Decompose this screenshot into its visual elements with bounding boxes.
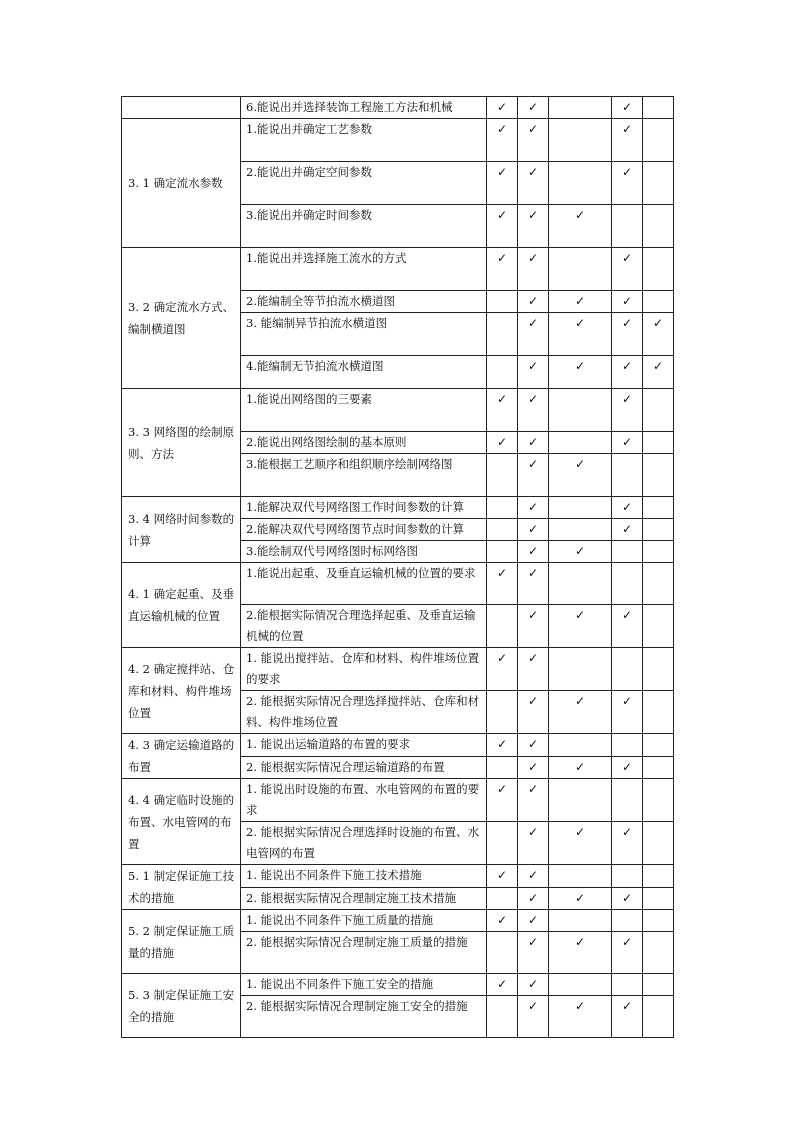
item-cell: 1.能说出并确定工艺参数: [241, 119, 487, 162]
empty-mark-cell: [643, 691, 674, 734]
check-mark-icon: ✓: [612, 162, 643, 205]
check-mark-icon: ✓: [612, 497, 643, 519]
table-row: [122, 779, 674, 822]
topic-cell: 3. 4 网络时间参数的计算: [122, 497, 241, 563]
item-cell: 2. 能根据实际情况合理制定施工技术措施: [241, 887, 487, 910]
check-mark-icon: ✓: [643, 313, 674, 356]
check-mark-icon: ✓: [518, 454, 549, 497]
check-mark-icon: ✓: [487, 205, 518, 248]
empty-mark-cell: [487, 932, 518, 974]
check-mark-icon: ✓: [549, 822, 612, 865]
check-mark-icon: ✓: [549, 605, 612, 648]
empty-mark-cell: [487, 356, 518, 389]
empty-mark-cell: [612, 648, 643, 691]
empty-mark-cell: [487, 519, 518, 541]
check-mark-icon: ✓: [518, 497, 549, 519]
check-mark-icon: ✓: [612, 356, 643, 389]
empty-mark-cell: [643, 454, 674, 497]
empty-mark-cell: [612, 779, 643, 822]
empty-mark-cell: [549, 910, 612, 932]
check-mark-icon: ✓: [487, 432, 518, 454]
table-row: [122, 497, 674, 519]
table-row: [122, 648, 674, 691]
check-mark-icon: ✓: [518, 205, 549, 248]
item-cell: 1.能说出并选择施工流水的方式: [241, 248, 487, 291]
check-mark-icon: ✓: [487, 910, 518, 932]
topic-cell: 4. 4 确定临时设施的布置、水电管网的布置: [122, 779, 241, 865]
check-mark-icon: ✓: [487, 119, 518, 162]
item-cell: 6.能说出并选择装饰工程施工方法和机械: [241, 97, 487, 119]
check-mark-icon: ✓: [612, 605, 643, 648]
table-row: [122, 97, 674, 119]
item-cell: 2.能解决双代号网络图节点时间参数的计算: [241, 519, 487, 541]
table-row: [122, 563, 674, 605]
item-cell: 1. 能说出不同条件下施工质量的措施: [241, 910, 487, 932]
check-mark-icon: ✓: [487, 97, 518, 119]
topic-cell: 5. 2 制定保证施工质量的措施: [122, 910, 241, 974]
check-mark-icon: ✓: [487, 865, 518, 888]
empty-mark-cell: [643, 389, 674, 432]
empty-mark-cell: [487, 313, 518, 356]
table-row: [122, 974, 674, 996]
check-mark-icon: ✓: [549, 932, 612, 974]
empty-mark-cell: [549, 248, 612, 291]
item-cell: 2.能编制全等节拍流水横道图: [241, 291, 487, 313]
item-cell: 1.能说出网络图的三要素: [241, 389, 487, 432]
item-cell: 4.能编制无节拍流水横道图: [241, 356, 487, 389]
empty-mark-cell: [549, 519, 612, 541]
empty-mark-cell: [487, 996, 518, 1038]
item-cell: 2. 能根据实际情况合理制定施工安全的措施: [241, 996, 487, 1038]
check-mark-icon: ✓: [549, 313, 612, 356]
empty-mark-cell: [612, 541, 643, 563]
check-mark-icon: ✓: [612, 119, 643, 162]
item-cell: 2. 能根据实际情况合理制定施工质量的措施: [241, 932, 487, 974]
empty-mark-cell: [612, 454, 643, 497]
empty-mark-cell: [549, 432, 612, 454]
check-mark-icon: ✓: [612, 291, 643, 313]
item-cell: 1. 能说出时设施的布置、水电管网的布置的要求: [241, 779, 487, 822]
check-mark-icon: ✓: [549, 356, 612, 389]
empty-mark-cell: [643, 119, 674, 162]
check-mark-icon: ✓: [518, 291, 549, 313]
check-mark-icon: ✓: [518, 97, 549, 119]
check-mark-icon: ✓: [549, 691, 612, 734]
check-mark-icon: ✓: [518, 865, 549, 888]
empty-mark-cell: [487, 454, 518, 497]
check-mark-icon: ✓: [487, 779, 518, 822]
check-mark-icon: ✓: [643, 356, 674, 389]
check-mark-icon: ✓: [487, 974, 518, 996]
check-mark-icon: ✓: [612, 996, 643, 1038]
table-row: [122, 865, 674, 888]
item-cell: 2. 能根据实际情况合理选择时设施的布置、水电管网的布置: [241, 822, 487, 865]
check-mark-icon: ✓: [518, 541, 549, 563]
check-mark-icon: ✓: [518, 756, 549, 779]
check-mark-icon: ✓: [518, 779, 549, 822]
empty-mark-cell: [549, 734, 612, 757]
empty-mark-cell: [487, 541, 518, 563]
check-mark-icon: ✓: [487, 162, 518, 205]
check-mark-icon: ✓: [612, 519, 643, 541]
check-mark-icon: ✓: [518, 248, 549, 291]
table-row: [122, 389, 674, 432]
check-mark-icon: ✓: [612, 691, 643, 734]
check-mark-icon: ✓: [518, 822, 549, 865]
empty-mark-cell: [549, 119, 612, 162]
empty-mark-cell: [612, 734, 643, 757]
empty-mark-cell: [643, 779, 674, 822]
empty-mark-cell: [643, 932, 674, 974]
check-mark-icon: ✓: [518, 313, 549, 356]
empty-mark-cell: [643, 822, 674, 865]
check-mark-icon: ✓: [612, 389, 643, 432]
item-cell: 1. 能说出搅拌站、仓库和材料、构件堆场位置的要求: [241, 648, 487, 691]
check-mark-icon: ✓: [518, 119, 549, 162]
item-cell: 1.能解决双代号网络图工作时间参数的计算: [241, 497, 487, 519]
empty-mark-cell: [643, 563, 674, 605]
topic-cell: 3. 1 确定流水参数: [122, 119, 241, 248]
empty-mark-cell: [612, 865, 643, 888]
empty-mark-cell: [612, 910, 643, 932]
check-mark-icon: ✓: [549, 756, 612, 779]
check-mark-icon: ✓: [549, 887, 612, 910]
check-mark-icon: ✓: [612, 97, 643, 119]
empty-mark-cell: [643, 974, 674, 996]
empty-mark-cell: [612, 974, 643, 996]
topic-cell: 4. 3 确定运输道路的布置: [122, 734, 241, 779]
check-mark-icon: ✓: [518, 974, 549, 996]
table-row: [122, 119, 674, 162]
empty-mark-cell: [643, 887, 674, 910]
check-mark-icon: ✓: [518, 389, 549, 432]
empty-mark-cell: [643, 541, 674, 563]
empty-mark-cell: [549, 779, 612, 822]
empty-mark-cell: [549, 389, 612, 432]
empty-mark-cell: [612, 205, 643, 248]
check-mark-icon: ✓: [518, 910, 549, 932]
empty-mark-cell: [487, 291, 518, 313]
check-mark-icon: ✓: [518, 519, 549, 541]
topic-cell: 3. 3 网络图的绘制原则、方法: [122, 389, 241, 497]
check-mark-icon: ✓: [612, 932, 643, 974]
empty-mark-cell: [549, 497, 612, 519]
table-body: [122, 97, 674, 1038]
empty-mark-cell: [643, 162, 674, 205]
check-mark-icon: ✓: [518, 996, 549, 1038]
check-mark-icon: ✓: [518, 734, 549, 757]
item-cell: 3.能说出并确定时间参数: [241, 205, 487, 248]
check-mark-icon: ✓: [487, 248, 518, 291]
empty-mark-cell: [487, 887, 518, 910]
empty-mark-cell: [487, 605, 518, 648]
check-mark-icon: ✓: [612, 248, 643, 291]
empty-mark-cell: [487, 822, 518, 865]
item-cell: 2.能根据实际情况合理选择起重、及垂直运输机械的位置: [241, 605, 487, 648]
check-mark-icon: ✓: [612, 756, 643, 779]
empty-mark-cell: [612, 563, 643, 605]
topic-cell: 4. 1 确定起重、及垂直运输机械的位置: [122, 563, 241, 648]
topic-cell: [122, 97, 241, 119]
check-mark-icon: ✓: [518, 648, 549, 691]
competency-table: [121, 96, 674, 1038]
check-mark-icon: ✓: [518, 887, 549, 910]
check-mark-icon: ✓: [518, 356, 549, 389]
empty-mark-cell: [643, 432, 674, 454]
check-mark-icon: ✓: [612, 822, 643, 865]
check-mark-icon: ✓: [612, 887, 643, 910]
item-cell: 1. 能说出运输道路的布置的要求: [241, 734, 487, 757]
check-mark-icon: ✓: [612, 313, 643, 356]
item-cell: 2.能说出网络图绘制的基本原则: [241, 432, 487, 454]
empty-mark-cell: [487, 691, 518, 734]
check-mark-icon: ✓: [549, 541, 612, 563]
topic-cell: 3. 2 确定流水方式、编制横道图: [122, 248, 241, 389]
empty-mark-cell: [643, 996, 674, 1038]
empty-mark-cell: [549, 865, 612, 888]
item-cell: 3. 能编制异节拍流水横道图: [241, 313, 487, 356]
table-row: [122, 248, 674, 291]
item-cell: 3.能根据工艺顺序和组织顺序绘制网络图: [241, 454, 487, 497]
empty-mark-cell: [643, 910, 674, 932]
empty-mark-cell: [549, 563, 612, 605]
empty-mark-cell: [643, 865, 674, 888]
empty-mark-cell: [643, 97, 674, 119]
empty-mark-cell: [643, 756, 674, 779]
empty-mark-cell: [643, 248, 674, 291]
check-mark-icon: ✓: [487, 734, 518, 757]
table-row: [122, 734, 674, 757]
empty-mark-cell: [643, 519, 674, 541]
check-mark-icon: ✓: [487, 563, 518, 605]
empty-mark-cell: [487, 756, 518, 779]
check-mark-icon: ✓: [549, 996, 612, 1038]
check-mark-icon: ✓: [518, 932, 549, 974]
check-mark-icon: ✓: [518, 432, 549, 454]
item-cell: 2. 能根据实际情况合理选择搅拌站、仓库和材料、构件堆场位置: [241, 691, 487, 734]
item-cell: 2.能说出并确定空间参数: [241, 162, 487, 205]
check-mark-icon: ✓: [518, 691, 549, 734]
check-mark-icon: ✓: [487, 389, 518, 432]
empty-mark-cell: [549, 974, 612, 996]
empty-mark-cell: [487, 497, 518, 519]
check-mark-icon: ✓: [549, 454, 612, 497]
empty-mark-cell: [549, 97, 612, 119]
topic-cell: 5. 3 制定保证施工安全的措施: [122, 974, 241, 1038]
item-cell: 2. 能根据实际情况合理运输道路的布置: [241, 756, 487, 779]
item-cell: 3.能绘制双代号网络图时标网络图: [241, 541, 487, 563]
item-cell: 1. 能说出不同条件下施工技术措施: [241, 865, 487, 888]
topic-cell: 4. 2 确定搅拌站、仓库和材料、构件堆场位置: [122, 648, 241, 734]
check-mark-icon: ✓: [549, 291, 612, 313]
empty-mark-cell: [549, 648, 612, 691]
check-mark-icon: ✓: [518, 605, 549, 648]
empty-mark-cell: [643, 734, 674, 757]
empty-mark-cell: [643, 605, 674, 648]
empty-mark-cell: [643, 205, 674, 248]
table-row: [122, 910, 674, 932]
topic-cell: 5. 1 制定保证施工技术的措施: [122, 865, 241, 910]
check-mark-icon: ✓: [487, 648, 518, 691]
check-mark-icon: ✓: [612, 432, 643, 454]
check-mark-icon: ✓: [518, 563, 549, 605]
empty-mark-cell: [643, 497, 674, 519]
check-mark-icon: ✓: [518, 162, 549, 205]
item-cell: 1. 能说出不同条件下施工安全的措施: [241, 974, 487, 996]
empty-mark-cell: [643, 648, 674, 691]
empty-mark-cell: [643, 291, 674, 313]
empty-mark-cell: [549, 162, 612, 205]
item-cell: 1.能说出起重、及垂直运输机械的位置的要求: [241, 563, 487, 605]
check-mark-icon: ✓: [549, 205, 612, 248]
